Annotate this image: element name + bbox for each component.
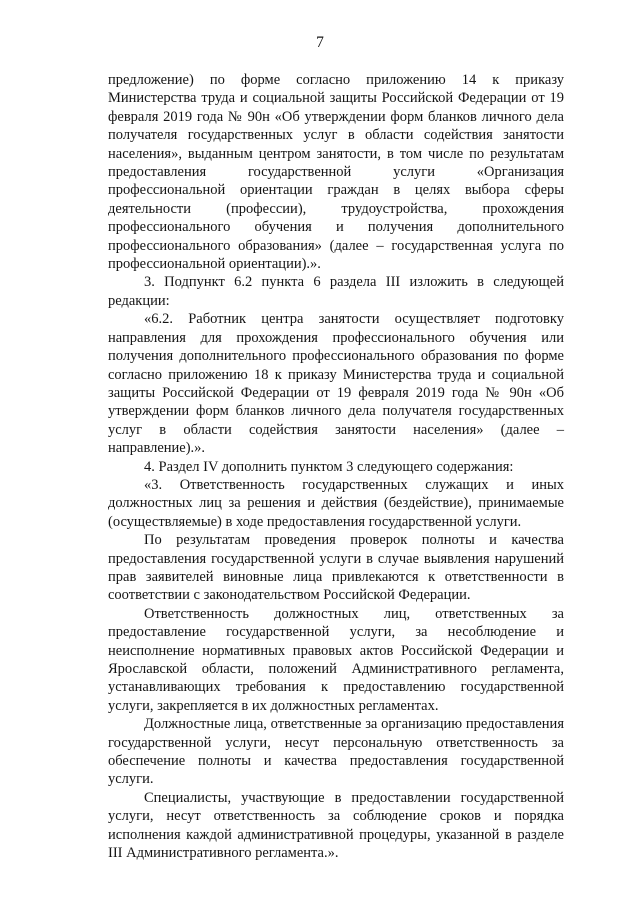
paragraph-quote-3: «3. Ответственность государственных служащих и иных должностных лиц за решения и действия (бездействие), принимаемые (осуществляемые) в ходе предоставления государственной услуги. (108, 476, 564, 530)
page-number: 7 (316, 34, 324, 51)
document-body (108, 71, 564, 862)
paragraph-inspections: По результатам проведения проверок полноты и качества предоставления государственной услуги в случае выявления нарушений прав заявителей виновные лица привлекаются к ответственности в соответствии с законодательством Российской Федерации. (108, 532, 564, 604)
paragraph-specialists-responsibility: Специалисты, участвующие в предоставлении государственной услуги, несут ответственность за соблюдение сроков и порядка исполнения каждой административной процедуры, указанной в разделе III Административного регламента.». (108, 789, 564, 862)
paragraph-continuation: предложение) по форме согласно приложению 14 к приказу Министерства труда и социальной защиты Российской Федерации от 19 февраля 2019 года № 90н «Об утверждении форм бланков личного дела получателя государственных услуг в области содействия занятости населения», выданным центром занятости, в том числе по результатам предоставления государственной услуги «Организация профессиональной ориентации граждан в целях выбора сферы деятельности (профессии), трудоустройства, прохождения профессионального обучения и получения дополнительного профессионального образования» (далее – государственная услуга по профессиональной ориентации).». (108, 72, 564, 273)
paragraph-item-3: 3. Подпункт 6.2 пункта 6 раздела III изложить в следующей редакции: (108, 274, 564, 309)
paragraph-organizers-responsibility: Должностные лица, ответственные за организацию предоставления государственной услуги, несут персональную ответственность за обеспечение полноты и качества предоставления государственной услуги. (108, 716, 564, 788)
paragraph-officials-responsibility: Ответственность должностных лиц, ответственных за предоставление государственной услуги, за несоблюдение и неисполнение нормативных правовых актов Российской Федерации и Ярославской области, положений Административного регламента, устанавливающих требования к предоставлению государственной услуги, закрепляется в их должностных регламентах. (108, 605, 564, 714)
paragraph-quote-6-2: «6.2. Работник центра занятости осуществляет подготовку направления для прохождения профессионального обучения или получения дополнительного профессионального образования по форме согласно приложению 18 к приказу Министерства труда и социальной защиты Российской Федерации от 19 февраля 2019 года № 90н «Об утверждении форм бланков личного дела получателя государственных услуг в области содействия занятости населения» (далее – направление).». (108, 311, 564, 457)
paragraph-item-4: 4. Раздел IV дополнить пунктом 3 следующего содержания: (144, 458, 514, 475)
